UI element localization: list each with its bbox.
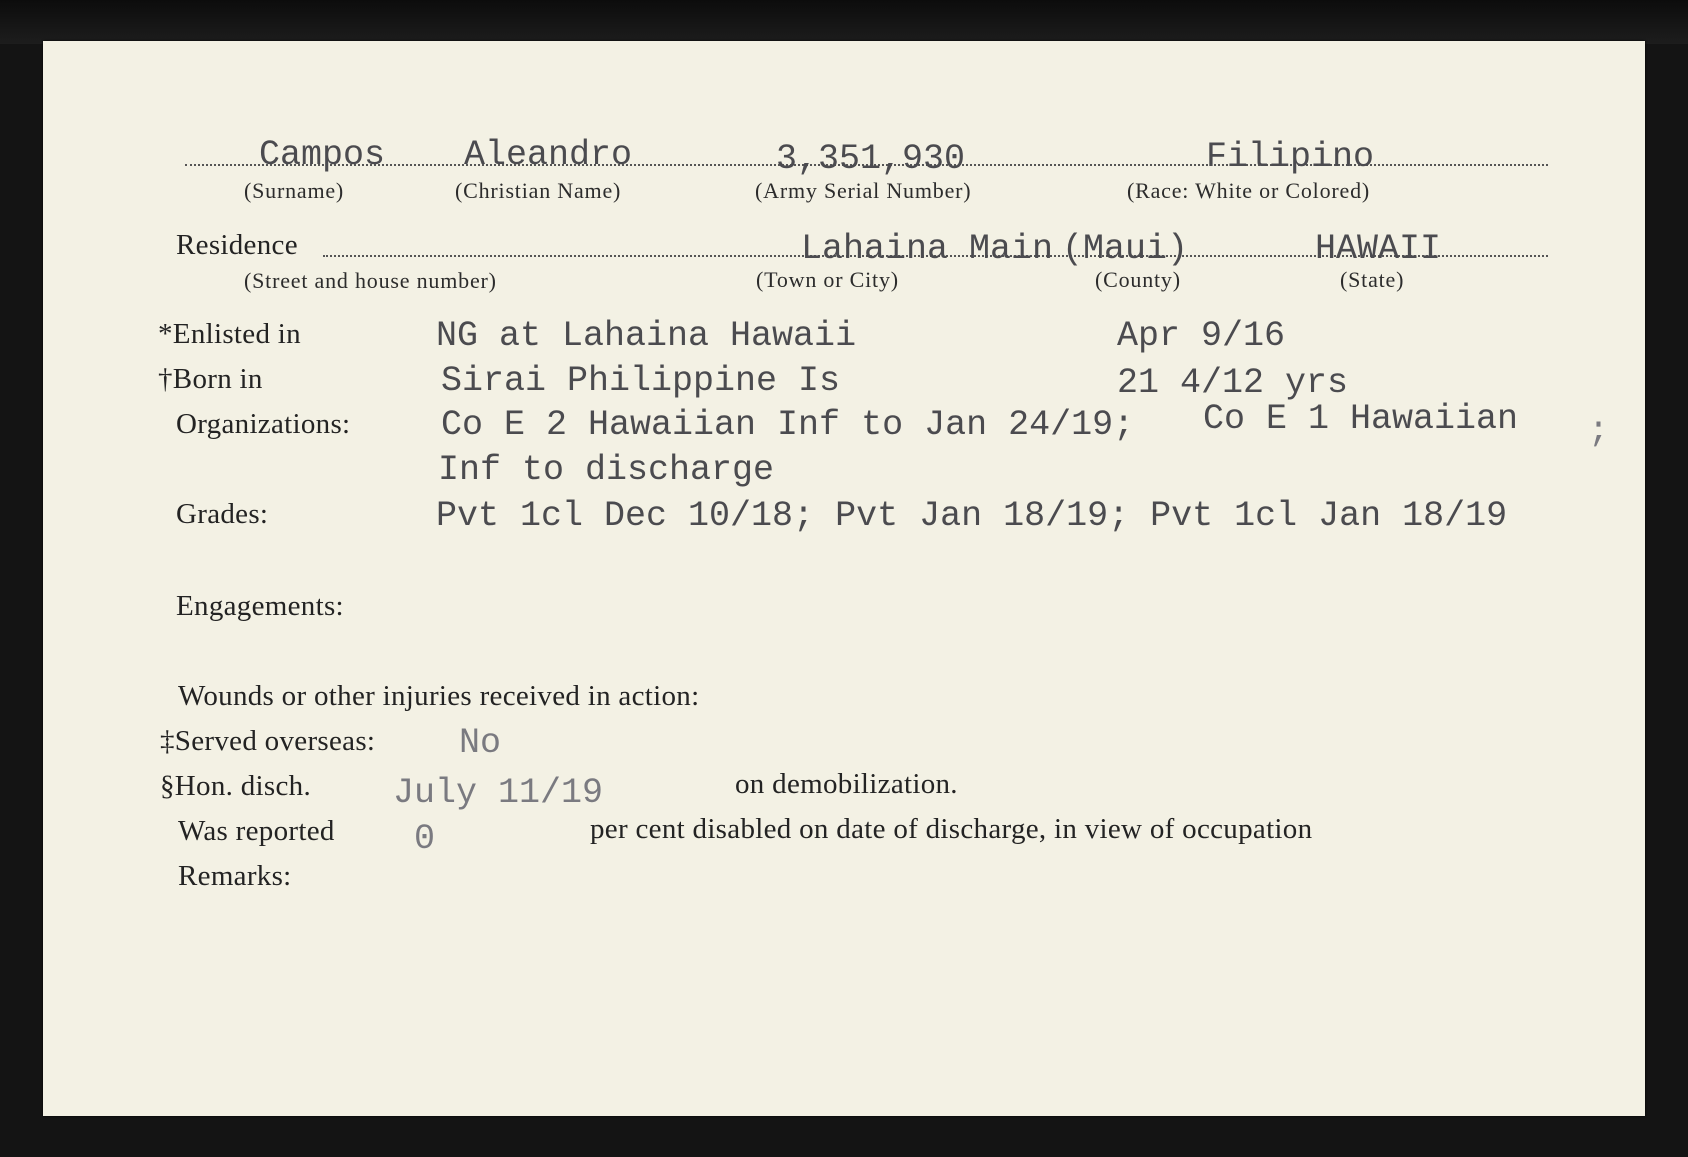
service-record-card: [43, 41, 1645, 1116]
wounds-label: Wounds or other injuries received in action:: [178, 680, 700, 712]
organizations-line-2: Inf to discharge: [438, 450, 775, 490]
race-caption: (Race: White or Colored): [1127, 178, 1370, 203]
enlisted-label: *Enlisted in: [158, 318, 301, 350]
town-caption: (Town or City): [756, 267, 899, 292]
grades-label: Grades:: [176, 498, 269, 530]
grades-value: Pvt 1cl Dec 10/18; Pvt Jan 18/19; Pvt 1cl Jan 18/19: [436, 496, 1508, 536]
honorable-discharge-date: July 11/19: [393, 773, 604, 813]
born-age: 21 4/12 yrs: [1117, 363, 1349, 403]
organizations-line-1-continued: Co E 1 Hawaiian: [1203, 399, 1519, 439]
serial-number-caption: (Army Serial Number): [755, 178, 972, 203]
enlisted-date: Apr 9/16: [1117, 316, 1286, 356]
disabled-suffix: per cent disabled on date of discharge, in view of occupation: [590, 813, 1313, 845]
state-value: HAWAII: [1315, 229, 1442, 269]
engagements-label: Engagements:: [176, 590, 344, 622]
enlisted-place: NG at Lahaina Hawaii: [436, 316, 857, 356]
christian-name-caption: (Christian Name): [455, 178, 622, 203]
born-place: Sirai Philippine Is: [441, 361, 841, 401]
residence-label: Residence: [176, 229, 298, 261]
race-value: Filipino: [1206, 137, 1375, 177]
served-overseas-value: No: [459, 723, 502, 763]
organizations-line-1: Co E 2 Hawaiian Inf to Jan 24/19;: [441, 405, 1135, 445]
organizations-line-1-faint-semicolon: ;: [1588, 411, 1610, 451]
christian-name-value: Aleandro: [464, 135, 633, 175]
disabled-percent: 0: [414, 819, 436, 859]
born-label: †Born in: [158, 363, 263, 395]
photo-border: [0, 0, 1688, 44]
organizations-label: Organizations:: [176, 408, 351, 440]
served-overseas-label: ‡Served overseas:: [160, 725, 376, 757]
discharge-suffix: on demobilization.: [735, 768, 958, 800]
remarks-label: Remarks:: [178, 860, 292, 892]
state-caption: (State): [1340, 267, 1405, 292]
honorable-discharge-label: §Hon. disch.: [160, 770, 312, 802]
surname-value: Campos: [259, 135, 386, 175]
serial-number-value: 3,351,930: [776, 139, 966, 179]
disabled-label: Was reported: [178, 815, 335, 847]
county-caption: (County): [1095, 267, 1181, 292]
town-value: Lahaina Main: [801, 229, 1054, 269]
surname-caption: (Surname): [244, 178, 345, 203]
street-caption: (Street and house number): [244, 268, 497, 293]
county-value: (Maui): [1062, 229, 1189, 269]
